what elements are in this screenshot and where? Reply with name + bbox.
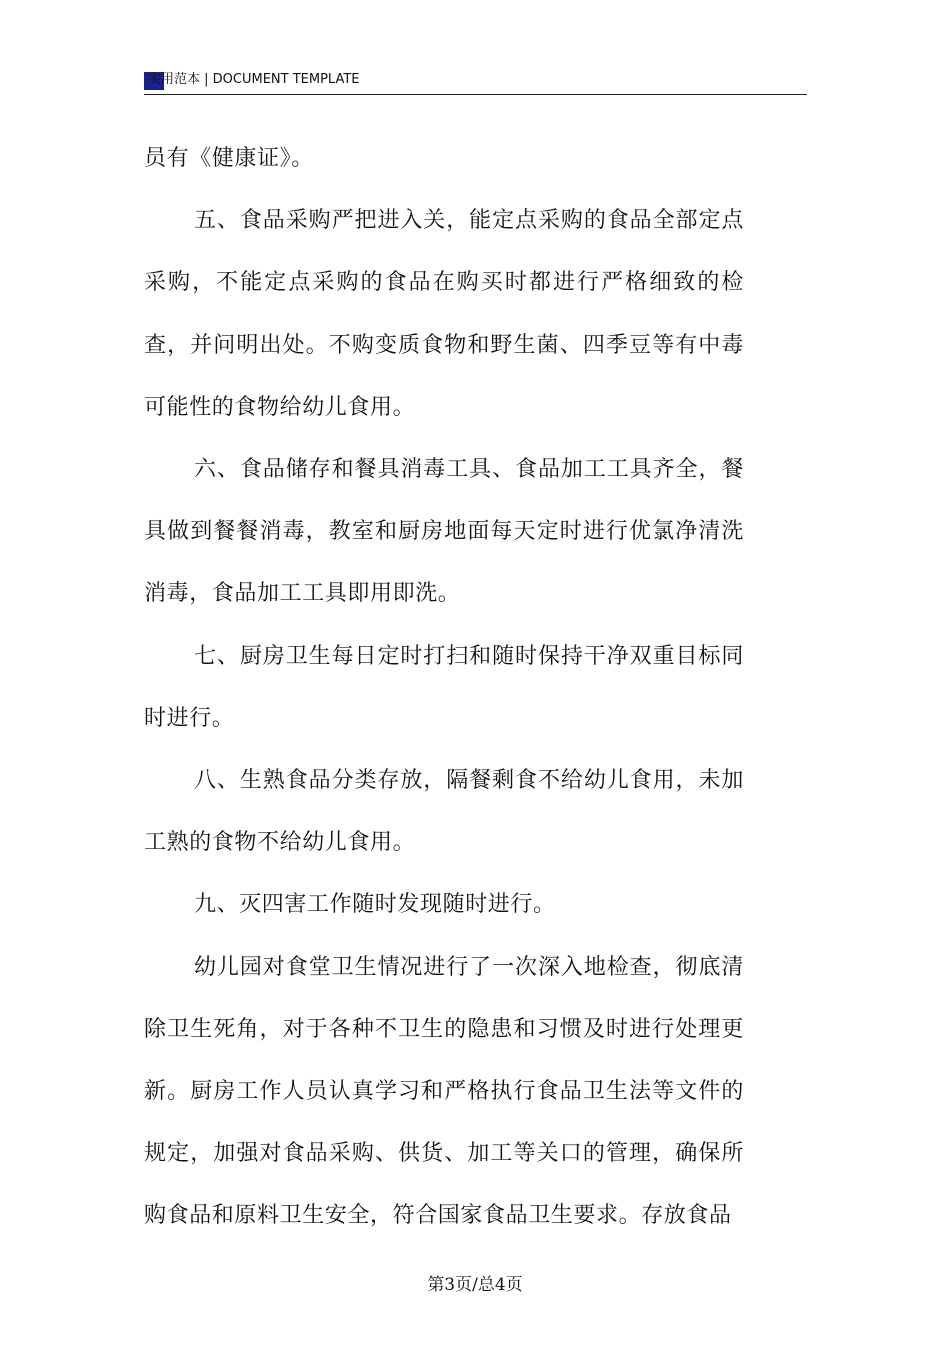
paragraph-item-7: 七、厨房卫生每日定时打扫和随时保持干净双重目标同时进行。 (144, 643, 744, 731)
paragraph-summary: 幼儿园对食堂卫生情况进行了一次深入地检查，彻底清除卫生死角，对于各种不卫生的隐患和习惯及时进行处理更新。厨房工作人员认真学习和严格执行食品卫生法等文件的规定，加强对食品采购、供货、加工等关口的管理，确保所购食品和原料卫生安全，符合国家食品卫生要求。存放食品 (144, 954, 744, 1229)
paragraph-item-6: 六、食品储存和餐具消毒工具、食品加工工具齐全，餐具做到餐餐消毒，教室和厨房地面每天定时进行优氯净清洗消毒，食品加工工具即用即洗。 (144, 457, 744, 607)
document-body (144, 128, 744, 1248)
paragraph-health-certificate: 员有《健康证》。 (144, 146, 314, 171)
paragraph-item-9: 九、灭四害工作随时发现随时进行。 (194, 892, 556, 918)
header-title: 实用范本 | DOCUMENT TEMPLATE (148, 72, 360, 87)
paragraph-item-8: 八、生熟食品分类存放，隔餐剩食不给幼儿食用，未加工熟的食物不给幼儿食用。 (144, 768, 744, 856)
page-header (144, 70, 807, 95)
paragraph-item-5: 五、食品采购严把进入关，能定点采购的食品全部定点采购，不能定点采购的食品在购买时都进行严格细致的检查，并问明出处。不购变质食物和野生菌、四季豆等有中毒可能性的食物给幼儿食用。 (144, 208, 744, 420)
page-number: 第3页/总4页 (427, 1275, 523, 1295)
